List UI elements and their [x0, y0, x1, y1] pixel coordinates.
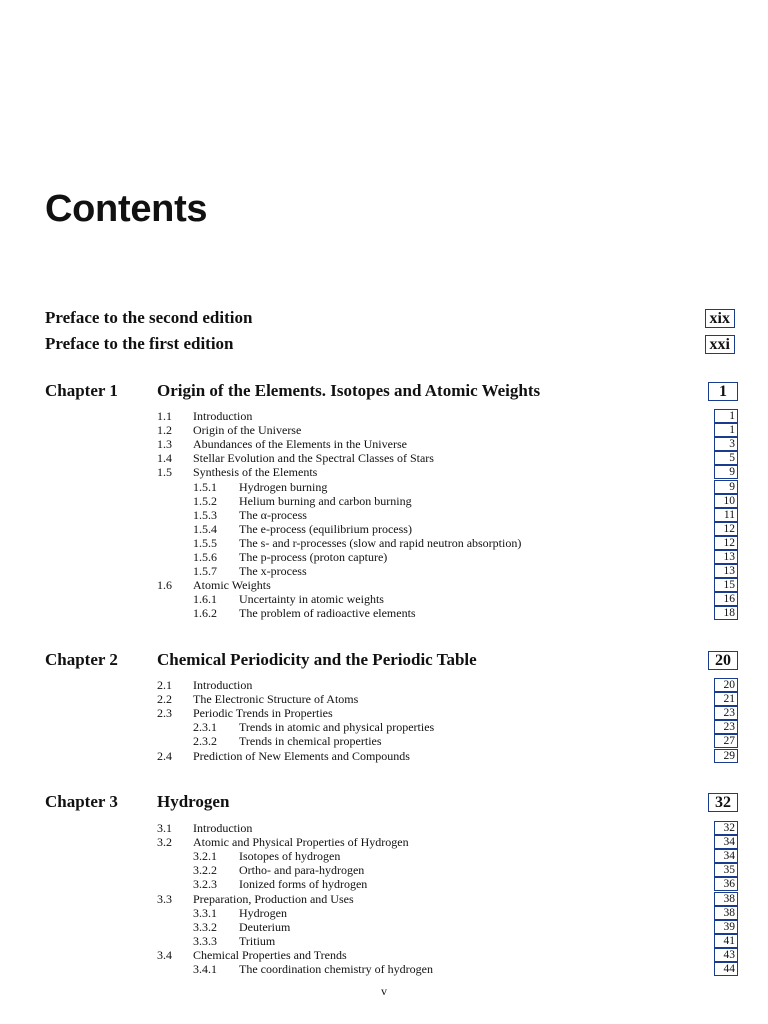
- page-title: Contents: [45, 188, 208, 230]
- toc-subsection[interactable]: [0, 906, 768, 920]
- section-title: Trends in chemical properties: [239, 734, 382, 749]
- page-link[interactable]: 23: [714, 720, 738, 734]
- toc-section[interactable]: [0, 749, 768, 763]
- section-title: Origin of the Universe: [193, 423, 302, 438]
- section-title: Hydrogen: [239, 905, 287, 920]
- toc-subsection[interactable]: [0, 522, 768, 536]
- page-link[interactable]: 9: [714, 480, 738, 494]
- section-title: Preparation, Production and Uses: [193, 891, 354, 906]
- toc-section[interactable]: [0, 451, 768, 465]
- section-title: Trends in atomic and physical properties: [239, 720, 435, 735]
- section-title: The α-process: [239, 507, 307, 522]
- section-number: 3.1: [157, 821, 172, 835]
- section-number: 2.4: [157, 748, 172, 763]
- page-link[interactable]: 20: [708, 651, 738, 670]
- section-number: 1.1: [157, 409, 172, 423]
- section-title: Ortho- and para-hydrogen: [239, 863, 365, 878]
- chapter-heading-1[interactable]: [45, 380, 738, 402]
- page-link[interactable]: 12: [714, 536, 738, 550]
- toc-subsection[interactable]: [0, 550, 768, 564]
- toc-subsection[interactable]: [0, 592, 768, 606]
- section-title: Hydrogen burning: [239, 479, 328, 494]
- page-link[interactable]: 23: [714, 706, 738, 720]
- toc-section[interactable]: [0, 948, 768, 962]
- section-number: 1.3: [157, 437, 172, 452]
- section-title: Abundances of the Elements in the Universe: [193, 437, 407, 452]
- section-title: The p-process (proton capture): [239, 550, 388, 564]
- section-title: The problem of radioactive elements: [239, 606, 416, 621]
- toc-section[interactable]: [0, 821, 768, 835]
- page-link[interactable]: xix: [705, 309, 735, 328]
- toc-subsection[interactable]: [0, 720, 768, 734]
- chapter-label: Chapter 2: [45, 650, 118, 669]
- toc-section[interactable]: [0, 437, 768, 451]
- page-link[interactable]: 1: [714, 423, 738, 437]
- chapter-heading-2[interactable]: [45, 649, 738, 671]
- page-link[interactable]: 18: [714, 606, 738, 620]
- section-number: 1.2: [157, 423, 172, 438]
- section-title: Uncertainty in atomic weights: [239, 592, 384, 607]
- toc-section[interactable]: [0, 706, 768, 720]
- section-number: 2.3.2: [193, 734, 217, 749]
- section-title: The e-process (equilibrium process): [239, 521, 412, 536]
- chapter-title: Chemical Periodicity and the Periodic Table: [157, 650, 477, 669]
- page-link[interactable]: 41: [714, 934, 738, 948]
- page-number: v: [381, 984, 387, 998]
- section-number: 1.5.5: [193, 535, 217, 550]
- page-link[interactable]: 5: [714, 451, 738, 465]
- page-link[interactable]: 15: [714, 578, 738, 592]
- page-link[interactable]: 21: [714, 692, 738, 706]
- preface-label: Preface to the first edition: [45, 334, 234, 353]
- toc-section[interactable]: [0, 423, 768, 437]
- toc-subsection[interactable]: [0, 863, 768, 877]
- page-link[interactable]: 3: [714, 437, 738, 451]
- section-number: 3.3: [157, 891, 172, 906]
- page-link[interactable]: 32: [714, 821, 738, 835]
- page-link[interactable]: 13: [714, 564, 738, 578]
- page-link[interactable]: 38: [714, 892, 738, 906]
- toc-subsection[interactable]: [0, 564, 768, 578]
- section-number: 1.5.1: [193, 479, 217, 494]
- section-number: 3.2.1: [193, 849, 217, 864]
- section-number: 1.5.2: [193, 493, 217, 508]
- toc-subsection[interactable]: [0, 480, 768, 494]
- toc-subsection[interactable]: [0, 536, 768, 550]
- page-link[interactable]: 39: [714, 920, 738, 934]
- section-number: 3.2.2: [193, 863, 217, 878]
- chapter-heading-3[interactable]: [45, 791, 738, 813]
- page-link[interactable]: 27: [714, 734, 738, 748]
- section-title: The s- and r-processes (slow and rapid neutron absorption): [239, 535, 522, 550]
- preface-first-edition[interactable]: [45, 333, 735, 355]
- section-number: 2.2: [157, 692, 172, 707]
- page-link[interactable]: 38: [714, 906, 738, 920]
- chapter-label: Chapter 3: [45, 792, 118, 811]
- section-title: Isotopes of hydrogen: [239, 849, 341, 864]
- page-link[interactable]: 12: [714, 522, 738, 536]
- toc-section[interactable]: [0, 578, 768, 592]
- section-number: 3.3.3: [193, 933, 217, 948]
- toc-section[interactable]: [0, 892, 768, 906]
- section-number: 1.5: [157, 465, 172, 480]
- toc-section[interactable]: [0, 678, 768, 692]
- section-number: 3.2.3: [193, 877, 217, 892]
- section-title: The coordination chemistry of hydrogen: [239, 962, 433, 976]
- toc-subsection[interactable]: [0, 606, 768, 620]
- toc-subsection[interactable]: [0, 962, 768, 976]
- page-link[interactable]: 10: [714, 494, 738, 508]
- toc-subsection[interactable]: [0, 734, 768, 748]
- section-number: 2.3.1: [193, 720, 217, 735]
- toc-subsection[interactable]: [0, 920, 768, 934]
- section-title: Ionized forms of hydrogen: [239, 877, 368, 892]
- page-link[interactable]: 34: [714, 835, 738, 849]
- section-title: Deuterium: [239, 919, 291, 934]
- section-title: The x-process: [239, 564, 307, 579]
- chapter-title: Hydrogen: [157, 792, 230, 811]
- section-number: 1.5.7: [193, 564, 217, 579]
- toc-section[interactable]: [0, 409, 768, 423]
- section-number: 1.4: [157, 451, 172, 466]
- section-title: The Electronic Structure of Atoms: [193, 692, 359, 707]
- page-link[interactable]: 16: [714, 592, 738, 606]
- section-title: Atomic and Physical Properties of Hydrogen: [193, 835, 409, 850]
- chapter-title: Origin of the Elements. Isotopes and Atomic Weights: [157, 381, 541, 400]
- page-link[interactable]: 20: [714, 678, 738, 692]
- section-title: Introduction: [193, 821, 253, 835]
- toc-subsection[interactable]: [0, 934, 768, 948]
- toc-subsection[interactable]: [0, 849, 768, 863]
- toc-subsection[interactable]: [0, 877, 768, 891]
- section-number: 3.3.2: [193, 919, 217, 934]
- section-number: 1.6.2: [193, 606, 217, 621]
- section-number: 3.4.1: [193, 962, 217, 976]
- section-number: 1.5.3: [193, 507, 217, 522]
- page-link[interactable]: 32: [708, 793, 738, 812]
- page-link[interactable]: 9: [714, 465, 738, 479]
- page-link[interactable]: 36: [714, 877, 738, 891]
- section-number: 1.5.4: [193, 521, 217, 536]
- page-link[interactable]: 34: [714, 849, 738, 863]
- section-title: Introduction: [193, 678, 253, 692]
- toc-subsection[interactable]: [0, 494, 768, 508]
- section-title: Tritium: [239, 933, 276, 948]
- page-link[interactable]: 13: [714, 550, 738, 564]
- toc-subsection[interactable]: [0, 508, 768, 522]
- page-link[interactable]: 1: [708, 382, 738, 401]
- page-link[interactable]: 44: [714, 962, 738, 976]
- section-number: 1.5.6: [193, 550, 217, 564]
- preface-label: Preface to the second edition: [45, 308, 253, 327]
- toc-section[interactable]: [0, 835, 768, 849]
- section-title: Chemical Properties and Trends: [193, 947, 347, 962]
- page-link[interactable]: 29: [714, 749, 738, 763]
- section-number: 3.2: [157, 835, 172, 850]
- section-title: Periodic Trends in Properties: [193, 706, 333, 721]
- page-link[interactable]: 35: [714, 863, 738, 877]
- section-title: Helium burning and carbon burning: [239, 493, 412, 508]
- toc-section[interactable]: [0, 692, 768, 706]
- page-link[interactable]: 43: [714, 948, 738, 962]
- section-number: 2.3: [157, 706, 172, 721]
- section-title: Introduction: [193, 409, 253, 423]
- section-number: 1.6.1: [193, 592, 217, 607]
- section-title: Atomic Weights: [193, 578, 271, 593]
- preface-second-edition[interactable]: [45, 307, 735, 329]
- section-number: 3.4: [157, 947, 172, 962]
- chapter-label: Chapter 1: [45, 381, 118, 400]
- section-number: 3.3.1: [193, 905, 217, 920]
- section-number: 1.6: [157, 578, 172, 593]
- section-title: Synthesis of the Elements: [193, 465, 318, 480]
- page-link[interactable]: 11: [714, 508, 738, 522]
- section-title: Prediction of New Elements and Compounds: [193, 748, 410, 763]
- section-title: Stellar Evolution and the Spectral Classes of Stars: [193, 451, 434, 466]
- page-link[interactable]: 1: [714, 409, 738, 423]
- toc-section[interactable]: [0, 465, 768, 479]
- section-number: 2.1: [157, 678, 172, 692]
- page-link[interactable]: xxi: [705, 335, 735, 354]
